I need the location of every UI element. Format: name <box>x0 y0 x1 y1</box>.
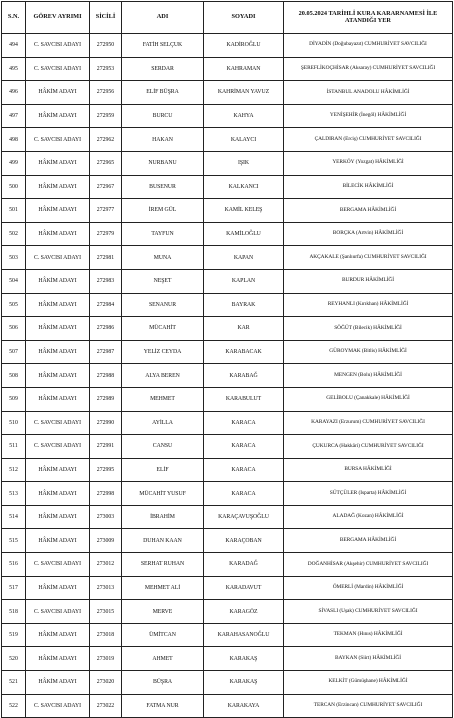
cell-sicil: 272956 <box>90 81 122 105</box>
cell-soyadi: KARABULUT <box>204 387 284 411</box>
cell-gorev: C. SAVCISI ADAYI <box>26 57 90 81</box>
header-sn: S.N. <box>2 2 26 34</box>
cell-soyadi: BAYRAK <box>204 293 284 317</box>
table-row <box>2 199 453 223</box>
cell-sicil: 272965 <box>90 151 122 175</box>
cell-sicil: 273003 <box>90 505 122 529</box>
cell-sicil: 273015 <box>90 600 122 624</box>
cell-gorev: HÂKİM ADAYI <box>26 175 90 199</box>
cell-sn: 502 <box>2 222 26 246</box>
cell-adi: BUSENUR <box>122 175 204 199</box>
cell-sicil: 272953 <box>90 57 122 81</box>
cell-gorev: HÂKİM ADAYI <box>26 529 90 553</box>
header-adi: ADI <box>122 2 204 34</box>
cell-adi: BÜŞRA <box>122 671 204 695</box>
cell-soyadi: KARAKAŞ <box>204 671 284 695</box>
cell-adi: DUHAN KAAN <box>122 529 204 553</box>
cell-yer: ŞEREFLİKOÇHİSAR (Aksaray) CUMHURİYET SAVCILIĞI <box>284 57 453 81</box>
cell-yer: SİVASLI (Uşak) CUMHURİYET SAVCILIĞI <box>284 600 453 624</box>
cell-sn: 503 <box>2 246 26 270</box>
cell-sicil: 272995 <box>90 458 122 482</box>
cell-adi: MEHMET ALİ <box>122 576 204 600</box>
table-row <box>2 553 453 577</box>
cell-gorev: HÂKİM ADAYI <box>26 647 90 671</box>
table-row <box>2 151 453 175</box>
cell-soyadi: KARABAĞ <box>204 364 284 388</box>
cell-adi: CANSU <box>122 435 204 459</box>
cell-yer: SÖĞÜT (Bilecik) HÂKİMLİĞİ <box>284 317 453 341</box>
cell-sicil: 272977 <box>90 199 122 223</box>
cell-soyadi: KARAÇOBAN <box>204 529 284 553</box>
cell-sicil: 272979 <box>90 222 122 246</box>
cell-soyadi: KALAYCI <box>204 128 284 152</box>
cell-yer: TERCAN (Erzincan) CUMHURİYET SAVCILIĞI <box>284 694 453 718</box>
cell-yer: SÜTÇÜLER (Isparta) HÂKİMLİĞİ <box>284 482 453 506</box>
cell-sn: 505 <box>2 293 26 317</box>
cell-yer: TEKMAN (Hınıs) HÂKİMLİĞİ <box>284 623 453 647</box>
cell-adi: ELİF BÜŞRA <box>122 81 204 105</box>
cell-sn: 498 <box>2 128 26 152</box>
cell-sn: 499 <box>2 151 26 175</box>
cell-soyadi: KARACA <box>204 435 284 459</box>
cell-adi: YELİZ CEYDA <box>122 340 204 364</box>
cell-sn: 501 <box>2 199 26 223</box>
cell-soyadi: KARAÇAVUŞOĞLU <box>204 505 284 529</box>
cell-sicil: 273019 <box>90 647 122 671</box>
cell-gorev: HÂKİM ADAYI <box>26 364 90 388</box>
cell-gorev: HÂKİM ADAYI <box>26 623 90 647</box>
cell-gorev: HÂKİM ADAYI <box>26 81 90 105</box>
cell-yer: ÖMERLİ (Mardin) HÂKİMLİĞİ <box>284 576 453 600</box>
cell-soyadi: KARABACAK <box>204 340 284 364</box>
cell-soyadi: KAPLAN <box>204 269 284 293</box>
cell-sicil: 272991 <box>90 435 122 459</box>
cell-soyadi: KARADAVUT <box>204 576 284 600</box>
table-row <box>2 671 453 695</box>
table-body <box>2 34 453 718</box>
table-row <box>2 505 453 529</box>
cell-sicil: 272983 <box>90 269 122 293</box>
cell-adi: ALYA BEREN <box>122 364 204 388</box>
table-row <box>2 104 453 128</box>
cell-sn: 509 <box>2 387 26 411</box>
cell-soyadi: KAPAN <box>204 246 284 270</box>
cell-yer: BİLECİK HÂKİMLİĞİ <box>284 175 453 199</box>
cell-soyadi: KARACA <box>204 411 284 435</box>
cell-yer: MENGEN (Bolu) HÂKİMLİĞİ <box>284 364 453 388</box>
table-row <box>2 57 453 81</box>
cell-sicil: 272990 <box>90 411 122 435</box>
cell-sn: 506 <box>2 317 26 341</box>
cell-adi: MEHMET <box>122 387 204 411</box>
cell-yer: GELİBOLU (Çanakkale) HÂKİMLİĞİ <box>284 387 453 411</box>
cell-sn: 518 <box>2 600 26 624</box>
cell-sicil: 272967 <box>90 175 122 199</box>
table-row <box>2 222 453 246</box>
table-row <box>2 293 453 317</box>
header-sicil: SİCİLİ <box>90 2 122 34</box>
cell-adi: BURCU <box>122 104 204 128</box>
cell-sicil: 273013 <box>90 576 122 600</box>
cell-sn: 514 <box>2 505 26 529</box>
cell-yer: BAYKAN (Siirt) HÂKİMLİĞİ <box>284 647 453 671</box>
cell-gorev: HÂKİM ADAYI <box>26 151 90 175</box>
cell-yer: ÇUKURCA (Hakkâri) CUMHURİYET SAVCILIĞI <box>284 435 453 459</box>
cell-yer: KELKİT (Gümüşhane) HÂKİMLİĞİ <box>284 671 453 695</box>
table-row <box>2 175 453 199</box>
cell-gorev: HÂKİM ADAYI <box>26 104 90 128</box>
cell-adi: İBRAHİM <box>122 505 204 529</box>
cell-sicil: 272989 <box>90 387 122 411</box>
cell-soyadi: KARAGÖZ <box>204 600 284 624</box>
cell-gorev: HÂKİM ADAYI <box>26 199 90 223</box>
cell-yer: DİYADİN (Doğubayazıt) CUMHURİYET SAVCILIĞI <box>284 34 453 58</box>
cell-soyadi: KAMİLOĞLU <box>204 222 284 246</box>
cell-adi: AYİLLA <box>122 411 204 435</box>
cell-adi: MÜCAHİT YUSUF <box>122 482 204 506</box>
table-row <box>2 694 453 718</box>
cell-sicil: 272959 <box>90 104 122 128</box>
table-row <box>2 128 453 152</box>
cell-yer: REYHANLI (Kırıkhan) HÂKİMLİĞİ <box>284 293 453 317</box>
cell-sn: 495 <box>2 57 26 81</box>
cell-sn: 507 <box>2 340 26 364</box>
cell-gorev: C. SAVCISI ADAYI <box>26 128 90 152</box>
cell-soyadi: KAHYA <box>204 104 284 128</box>
cell-soyadi: KAHRAMAN <box>204 57 284 81</box>
cell-sn: 519 <box>2 623 26 647</box>
cell-sn: 520 <box>2 647 26 671</box>
cell-sicil: 273012 <box>90 553 122 577</box>
cell-sn: 522 <box>2 694 26 718</box>
cell-sn: 511 <box>2 435 26 459</box>
cell-sicil: 273020 <box>90 671 122 695</box>
cell-yer: ÇALDIRAN (Erciş) CUMHURİYET SAVCILIĞI <box>284 128 453 152</box>
cell-sn: 521 <box>2 671 26 695</box>
table-row <box>2 576 453 600</box>
table-row <box>2 81 453 105</box>
cell-yer: ALADAĞ (Kozan) HÂKİMLİĞİ <box>284 505 453 529</box>
table-row <box>2 458 453 482</box>
cell-gorev: HÂKİM ADAYI <box>26 458 90 482</box>
cell-sicil: 272988 <box>90 364 122 388</box>
cell-gorev: C. SAVCISI ADAYI <box>26 694 90 718</box>
cell-sicil: 272987 <box>90 340 122 364</box>
cell-gorev: HÂKİM ADAYI <box>26 671 90 695</box>
cell-sn: 497 <box>2 104 26 128</box>
table-row <box>2 246 453 270</box>
cell-gorev: C. SAVCISI ADAYI <box>26 34 90 58</box>
cell-sicil: 272962 <box>90 128 122 152</box>
cell-sn: 496 <box>2 81 26 105</box>
cell-adi: FATİH SELÇUK <box>122 34 204 58</box>
cell-adi: SERHAT RUHAN <box>122 553 204 577</box>
cell-gorev: C. SAVCISI ADAYI <box>26 246 90 270</box>
cell-gorev: HÂKİM ADAYI <box>26 505 90 529</box>
cell-adi: ÜMİTCAN <box>122 623 204 647</box>
table-row <box>2 387 453 411</box>
table-row <box>2 600 453 624</box>
assignment-table <box>1 1 453 718</box>
cell-gorev: C. SAVCISI ADAYI <box>26 553 90 577</box>
cell-yer: İSTANBUL ANADOLU HÂKİMLİĞİ <box>284 81 453 105</box>
header-yer: 20.05.2024 TARİHLİ KURA KARARNAMESİ İLE ATANDIĞI YER <box>284 2 453 34</box>
table-row <box>2 623 453 647</box>
header-gorev: GÖREV AYRIMI <box>26 2 90 34</box>
cell-soyadi: KARAKAŞ <box>204 647 284 671</box>
cell-soyadi: KARACA <box>204 482 284 506</box>
cell-soyadi: KARAKAYA <box>204 694 284 718</box>
cell-gorev: HÂKİM ADAYI <box>26 482 90 506</box>
cell-yer: DOĞANHİSAR (Akşehir) CUMHURİYET SAVCILIĞI <box>284 553 453 577</box>
cell-gorev: C. SAVCISI ADAYI <box>26 600 90 624</box>
cell-adi: HAKAN <box>122 128 204 152</box>
table-row <box>2 364 453 388</box>
cell-yer: BERGAMA HÂKİMLİĞİ <box>284 529 453 553</box>
cell-gorev: C. SAVCISI ADAYI <box>26 411 90 435</box>
cell-sn: 508 <box>2 364 26 388</box>
cell-sicil: 272984 <box>90 293 122 317</box>
cell-adi: TAYFUN <box>122 222 204 246</box>
cell-sicil: 273022 <box>90 694 122 718</box>
cell-adi: MERVE <box>122 600 204 624</box>
cell-adi: SENANUR <box>122 293 204 317</box>
cell-sicil: 272950 <box>90 34 122 58</box>
cell-gorev: HÂKİM ADAYI <box>26 576 90 600</box>
cell-sicil: 272998 <box>90 482 122 506</box>
cell-sicil: 272981 <box>90 246 122 270</box>
cell-yer: YENİŞEHİR (İnegöl) HÂKİMLİĞİ <box>284 104 453 128</box>
cell-yer: KARAYAZI (Erzurum) CUMHURİYET SAVCILIĞI <box>284 411 453 435</box>
cell-soyadi: KAMİL KELEŞ <box>204 199 284 223</box>
cell-sn: 512 <box>2 458 26 482</box>
cell-soyadi: KAR <box>204 317 284 341</box>
cell-adi: NURBANU <box>122 151 204 175</box>
cell-sicil: 272986 <box>90 317 122 341</box>
cell-yer: AKÇAKALE (Şanlıurfa) CUMHURİYET SAVCILIĞI <box>284 246 453 270</box>
cell-soyadi: KAHRİMAN YAVUZ <box>204 81 284 105</box>
table-row <box>2 435 453 459</box>
cell-adi: MUNA <box>122 246 204 270</box>
cell-adi: FATMA NUR <box>122 694 204 718</box>
cell-yer: BERGAMA HÂKİMLİĞİ <box>284 199 453 223</box>
cell-soyadi: KADİROĞLU <box>204 34 284 58</box>
cell-adi: AHMET <box>122 647 204 671</box>
cell-adi: MÜCAHİT <box>122 317 204 341</box>
cell-soyadi: KARACA <box>204 458 284 482</box>
cell-gorev: HÂKİM ADAYI <box>26 387 90 411</box>
cell-soyadi: KARADAĞ <box>204 553 284 577</box>
cell-sicil: 273018 <box>90 623 122 647</box>
table-row <box>2 34 453 58</box>
table-row <box>2 411 453 435</box>
cell-sn: 510 <box>2 411 26 435</box>
cell-adi: ELİF <box>122 458 204 482</box>
table-row <box>2 269 453 293</box>
cell-gorev: HÂKİM ADAYI <box>26 293 90 317</box>
cell-soyadi: KARAHASANOĞLU <box>204 623 284 647</box>
cell-soyadi: IŞIK <box>204 151 284 175</box>
table-row <box>2 482 453 506</box>
cell-yer: BURSA HÂKİMLİĞİ <box>284 458 453 482</box>
cell-sicil: 273009 <box>90 529 122 553</box>
cell-sn: 494 <box>2 34 26 58</box>
cell-sn: 517 <box>2 576 26 600</box>
cell-adi: İREM GÜL <box>122 199 204 223</box>
cell-gorev: HÂKİM ADAYI <box>26 340 90 364</box>
table-header-row <box>2 2 453 34</box>
cell-gorev: C. SAVCISI ADAYI <box>26 435 90 459</box>
cell-yer: BORÇKA (Artvin) HÂKİMLİĞİ <box>284 222 453 246</box>
header-soyadi: SOYADI <box>204 2 284 34</box>
cell-gorev: HÂKİM ADAYI <box>26 269 90 293</box>
cell-soyadi: KALKANCI <box>204 175 284 199</box>
table-row <box>2 340 453 364</box>
cell-adi: NEŞET <box>122 269 204 293</box>
cell-sn: 504 <box>2 269 26 293</box>
table-row <box>2 529 453 553</box>
table-row <box>2 647 453 671</box>
table-row <box>2 317 453 341</box>
cell-yer: GÜROYMAK (Bitlis) HÂKİMLİĞİ <box>284 340 453 364</box>
cell-adi: SERDAR <box>122 57 204 81</box>
cell-yer: YERKÖY (Yozgat) HÂKİMLİĞİ <box>284 151 453 175</box>
cell-gorev: HÂKİM ADAYI <box>26 222 90 246</box>
cell-sn: 513 <box>2 482 26 506</box>
cell-sn: 516 <box>2 553 26 577</box>
cell-gorev: HÂKİM ADAYI <box>26 317 90 341</box>
cell-yer: BURDUR HÂKİMLİĞİ <box>284 269 453 293</box>
cell-sn: 515 <box>2 529 26 553</box>
cell-sn: 500 <box>2 175 26 199</box>
